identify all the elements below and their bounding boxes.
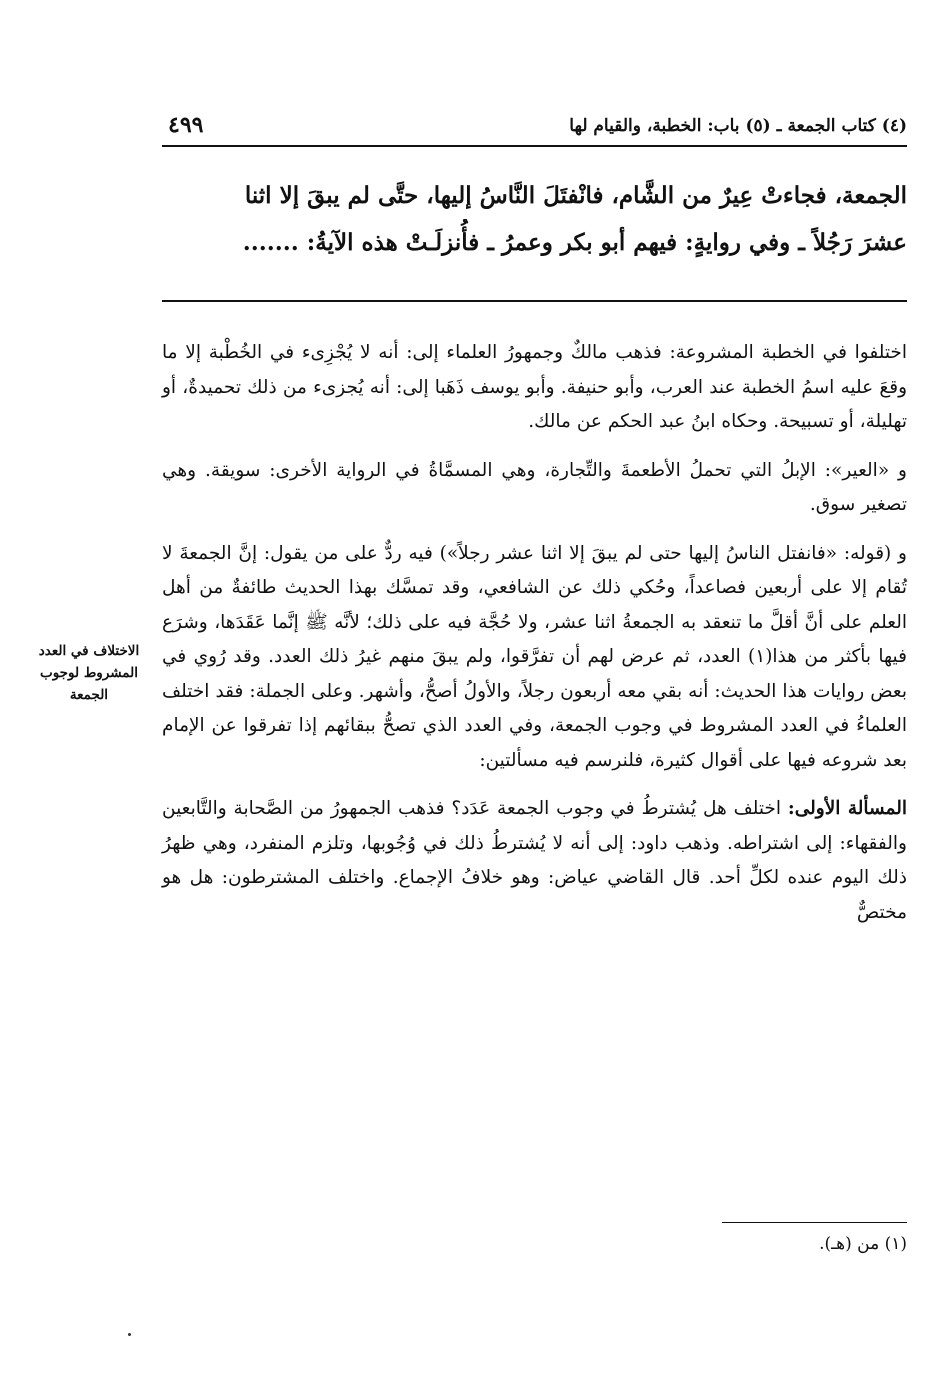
page-speck: [128, 1333, 131, 1336]
commentary-paragraph: و (قوله: «فانفتل الناسُ إليها حتى لم يبقَ إلا اثنا عشر رجلاً») فيه ردٌّ على من يقول: إنَّ الجمعةَ لا تُقام إلا على أربعين فصاعداً، وحُكي ذلك عن الشافعي، وقد تمسَّك بهذا الحديث طائفةٌ من أهل العلم على أنَّ أقلَّ ما تنعقد به الجمعةُ اثنا عشر، ولا حُجَّة فيه على ذلك؛ لأنَّه ﷺ إنَّما عَقَدَها، وشرَع فيها بأكثر من هذا(١) العدد، ثم عرض لهم أن تفرَّقوا، ولم يبقَ منهم غيرُ ذلك العدد. وقد رُوي في بعض روايات هذا الحديث: أنه بقي معه أربعون رجلاً، والأولُ أصحُّ، وأشهر. وعلى الجملة: فقد اختلف العلماءُ في العدد المشروط في وجوب الجمعة، وفي العدد الذي تصحُّ ببقائهم إذا تفرقوا عن الإمام بعد شروعه فيها على أقوال كثيرة، فلنرسم فيه مسألتين:: [162, 542, 907, 771]
running-header: [162, 112, 907, 144]
commentary-paragraph: اختلفوا في الخطبة المشروعة: فذهب مالكٌ وجمهورُ العلماء إلى: أنه لا يُجْزِىء في الخُطْبة إلا ما وقعَ عليه اسمُ الخطبة عند العرب، وأبو حنيفة. وأبو يوسف ذَهَبا إلى: أنه يُجزىء من ذلك تحميدةٌ، أو تهليلة، أو تسبيحة. وحكاه ابنُ عبد الحكم عن مالك.: [162, 342, 907, 432]
commentary-paragraph: [162, 792, 907, 930]
page-number: ٤٩٩: [168, 112, 204, 138]
paragraph-text: اختلف هل يُشترطُ في وجوب الجمعة عَدَد؟ فذهب الجمهورُ من الصَّحابة والتَّابعين والفقهاء: إلى اشتراطه. وذهب داود: إلى أنه لا يُشترطُ ذلك في وُجُوبها، وتلزم المنفرد، وهي ظهرُ ذلك اليوم عنده لكلِّ أحد. قال القاضي عياض: وهو خلافُ الإجماع. واختلف المشترطون: هل هو مختصٌّ: [162, 798, 907, 923]
hadith-text: [162, 172, 907, 266]
commentary-paragraph: و «العير»: الإبلُ التي تحملُ الأطعمةَ والتِّجارة، وهي المسمَّاةُ في الرواية الأخرى: سويقة. وهي تصغير سوق.: [162, 459, 907, 515]
header-rule: [162, 145, 907, 147]
commentary: [162, 336, 907, 942]
subheading: المسألة الأولى:: [787, 798, 907, 819]
header-title: (٤) كتاب الجمعة ـ (٥) باب: الخطبة، والقيام لها: [569, 116, 907, 136]
margin-note: الاختلاف في العدد المشروط لوجوب الجمعة: [38, 643, 140, 703]
hadith-line: عشرَ رَجُلاً ـ وفي روايةٍ: فيهم أبو بكر وعمرُ ـ فأُنزلَـتْ هذه الآيةُ: .......: [242, 229, 907, 256]
footnote: (١) من (هـ).: [819, 1234, 907, 1254]
footnote-rule: [722, 1222, 907, 1223]
section-divider: [162, 300, 907, 302]
hadith-line: الجمعة، فجاءتْ عِيرٌ من الشَّام، فانْفتَلَ النَّاسُ إليها، حتَّى لم يبقَ إلا اثنا: [244, 182, 907, 209]
